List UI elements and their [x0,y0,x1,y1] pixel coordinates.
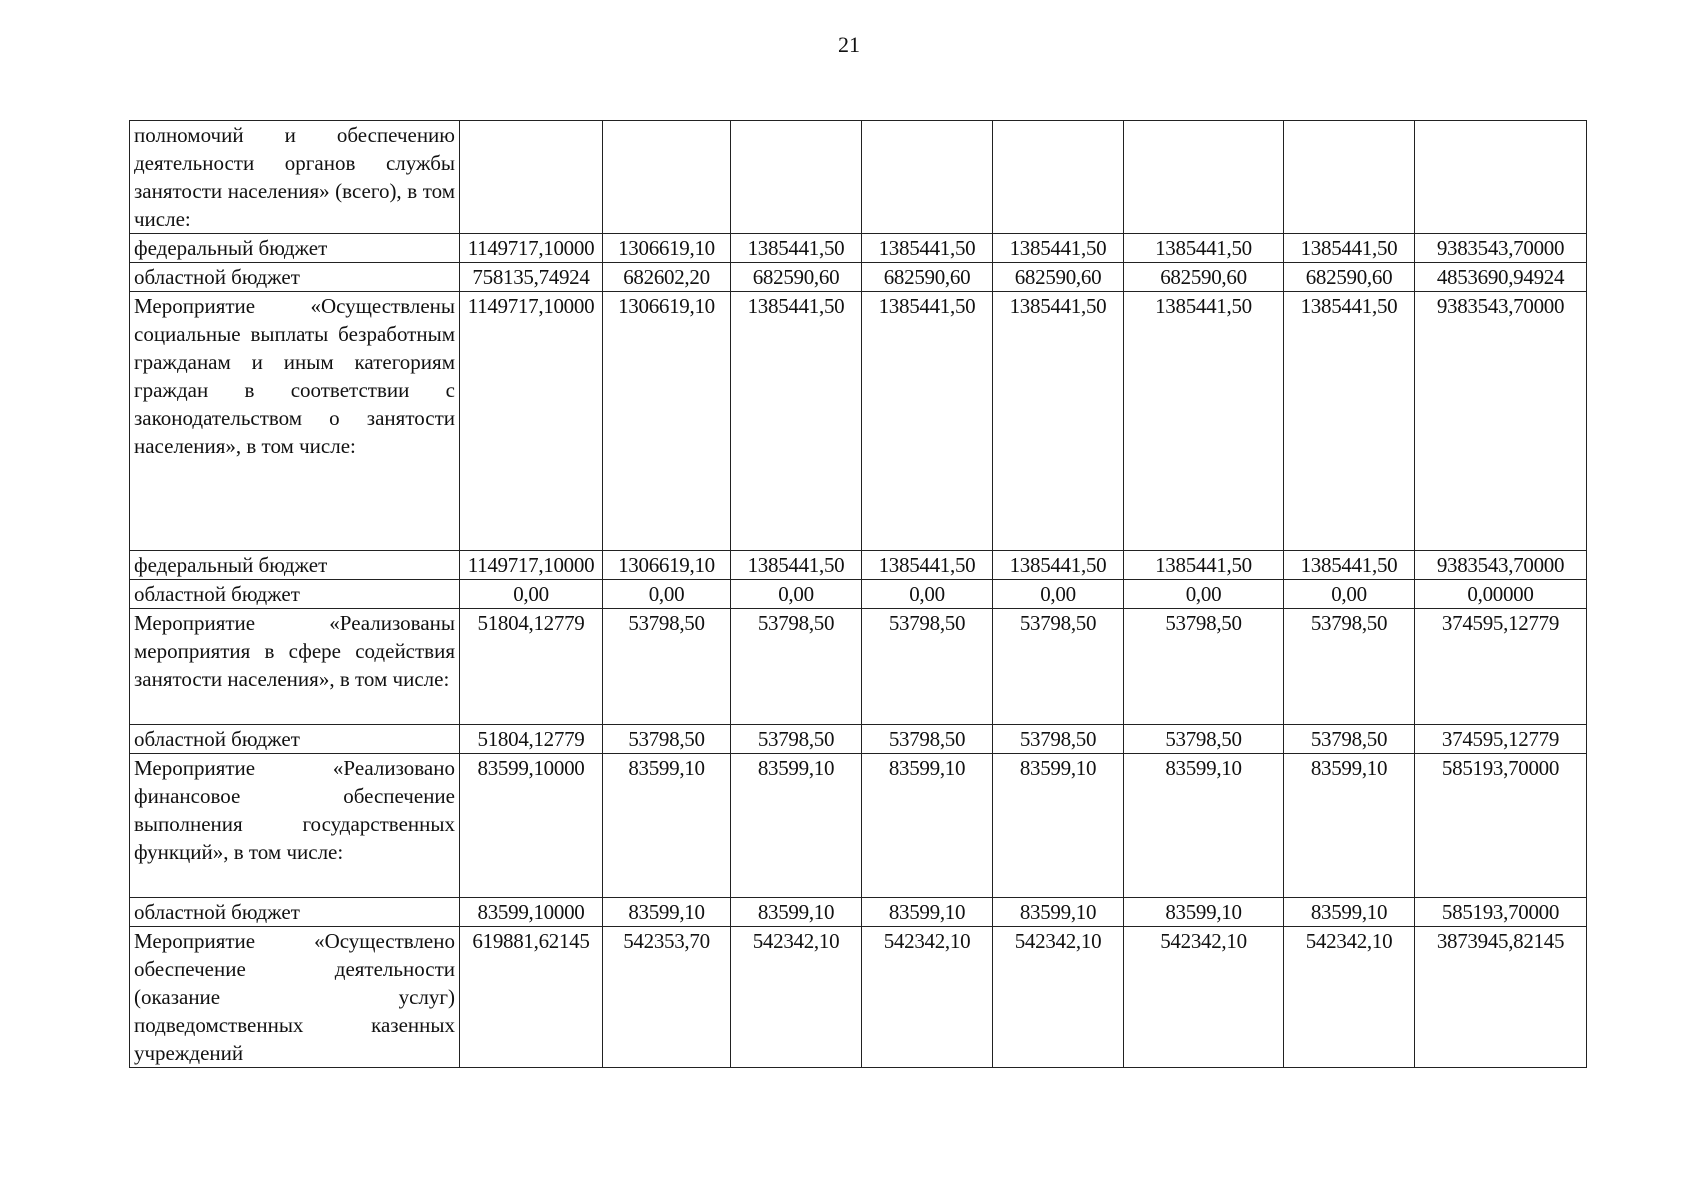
value-cell [1124,121,1284,234]
value-cell: 1306619,10 [603,292,731,551]
value-cell: 83599,10 [1284,898,1415,927]
row-label: областной бюджет [130,725,460,754]
table-row [130,263,1587,292]
value-cell: 542353,70 [603,927,731,1068]
value-cell: 542342,10 [1124,927,1284,1068]
table-row [130,754,1587,898]
value-cell: 0,00 [993,580,1124,609]
value-cell: 83599,10 [603,754,731,898]
row-label: федеральный бюджет [130,234,460,263]
value-cell [731,121,862,234]
value-cell: 3873945,82145 [1415,927,1587,1068]
value-cell: 1385441,50 [731,551,862,580]
table-row [130,292,1587,551]
value-cell: 682590,60 [731,263,862,292]
value-cell: 1385441,50 [862,551,993,580]
value-cell: 51804,12779 [460,609,603,725]
value-cell: 83599,10 [1284,754,1415,898]
value-cell: 758135,74924 [460,263,603,292]
value-cell: 682590,60 [862,263,993,292]
value-cell: 83599,10 [862,898,993,927]
value-cell: 53798,50 [862,725,993,754]
table-row [130,551,1587,580]
value-cell: 682590,60 [993,263,1124,292]
value-cell: 1385441,50 [1284,234,1415,263]
value-cell: 1306619,10 [603,234,731,263]
table-row [130,927,1587,1068]
value-cell [603,121,731,234]
page-number: 21 [838,32,860,57]
value-cell: 83599,10 [993,754,1124,898]
table-body [130,121,1587,1068]
value-cell: 1385441,50 [862,234,993,263]
table-row [130,609,1587,725]
value-cell: 542342,10 [862,927,993,1068]
value-cell: 53798,50 [993,609,1124,725]
value-cell: 9383543,70000 [1415,551,1587,580]
row-label: Мероприятие «Осуществлены социальные выплаты безработным гражданам и иным категориям граждан в соответствии с законодательством о занятости населения», в том числе: [130,292,460,551]
value-cell: 1385441,50 [1124,292,1284,551]
value-cell: 0,00 [1124,580,1284,609]
value-cell: 83599,10 [1124,754,1284,898]
table-row [130,234,1587,263]
value-cell: 542342,10 [993,927,1124,1068]
value-cell: 1149717,10000 [460,234,603,263]
value-cell: 51804,12779 [460,725,603,754]
value-cell: 83599,10 [731,754,862,898]
value-cell: 0,00 [460,580,603,609]
value-cell: 1149717,10000 [460,551,603,580]
value-cell [862,121,993,234]
value-cell: 682602,20 [603,263,731,292]
value-cell: 53798,50 [1284,725,1415,754]
value-cell: 53798,50 [603,609,731,725]
value-cell: 585193,70000 [1415,754,1587,898]
value-cell [993,121,1124,234]
budget-table [129,120,1587,1068]
value-cell: 1385441,50 [1124,234,1284,263]
value-cell: 83599,10000 [460,898,603,927]
value-cell: 53798,50 [731,725,862,754]
value-cell: 9383543,70000 [1415,234,1587,263]
value-cell: 1385441,50 [1284,551,1415,580]
value-cell: 374595,12779 [1415,609,1587,725]
value-cell: 53798,50 [993,725,1124,754]
value-cell: 9383543,70000 [1415,292,1587,551]
row-label: Мероприятие «Реализовано финансовое обеспечение выполнения государственных функций», в том числе: [130,754,460,898]
value-cell: 53798,50 [862,609,993,725]
table-row [130,898,1587,927]
row-label: Мероприятие «Реализованы мероприятия в сфере содействия занятости населения», в том числе: [130,609,460,725]
value-cell: 682590,60 [1124,263,1284,292]
row-label: областной бюджет [130,580,460,609]
value-cell: 1306619,10 [603,551,731,580]
value-cell: 83599,10 [862,754,993,898]
table-row [130,725,1587,754]
value-cell: 0,00 [1284,580,1415,609]
row-label: полномочий и обеспечению деятельности органов службы занятости населения» (всего), в том числе: [130,121,460,234]
value-cell: 83599,10000 [460,754,603,898]
value-cell: 83599,10 [993,898,1124,927]
value-cell: 53798,50 [603,725,731,754]
value-cell: 542342,10 [1284,927,1415,1068]
value-cell: 83599,10 [731,898,862,927]
table-row [130,121,1587,234]
value-cell: 1385441,50 [993,292,1124,551]
value-cell: 619881,62145 [460,927,603,1068]
value-cell: 83599,10 [1124,898,1284,927]
value-cell: 83599,10 [603,898,731,927]
value-cell: 1385441,50 [1124,551,1284,580]
value-cell: 542342,10 [731,927,862,1068]
table-row [130,580,1587,609]
value-cell: 374595,12779 [1415,725,1587,754]
value-cell: 682590,60 [1284,263,1415,292]
value-cell: 1385441,50 [731,292,862,551]
value-cell: 1149717,10000 [460,292,603,551]
row-label: областной бюджет [130,898,460,927]
value-cell: 1385441,50 [993,234,1124,263]
value-cell: 1385441,50 [993,551,1124,580]
value-cell [1284,121,1415,234]
value-cell [1415,121,1587,234]
value-cell: 0,00000 [1415,580,1587,609]
value-cell: 585193,70000 [1415,898,1587,927]
value-cell: 4853690,94924 [1415,263,1587,292]
value-cell [460,121,603,234]
value-cell: 1385441,50 [862,292,993,551]
row-label: федеральный бюджет [130,551,460,580]
value-cell: 53798,50 [1124,725,1284,754]
value-cell: 1385441,50 [731,234,862,263]
value-cell: 53798,50 [1284,609,1415,725]
value-cell: 53798,50 [1124,609,1284,725]
row-label: Мероприятие «Осуществлено обеспечение деятельности (оказание услуг) подведомственных казенных учреждений [130,927,460,1068]
row-label: областной бюджет [130,263,460,292]
value-cell: 0,00 [731,580,862,609]
value-cell: 0,00 [603,580,731,609]
value-cell: 1385441,50 [1284,292,1415,551]
value-cell: 53798,50 [731,609,862,725]
value-cell: 0,00 [862,580,993,609]
